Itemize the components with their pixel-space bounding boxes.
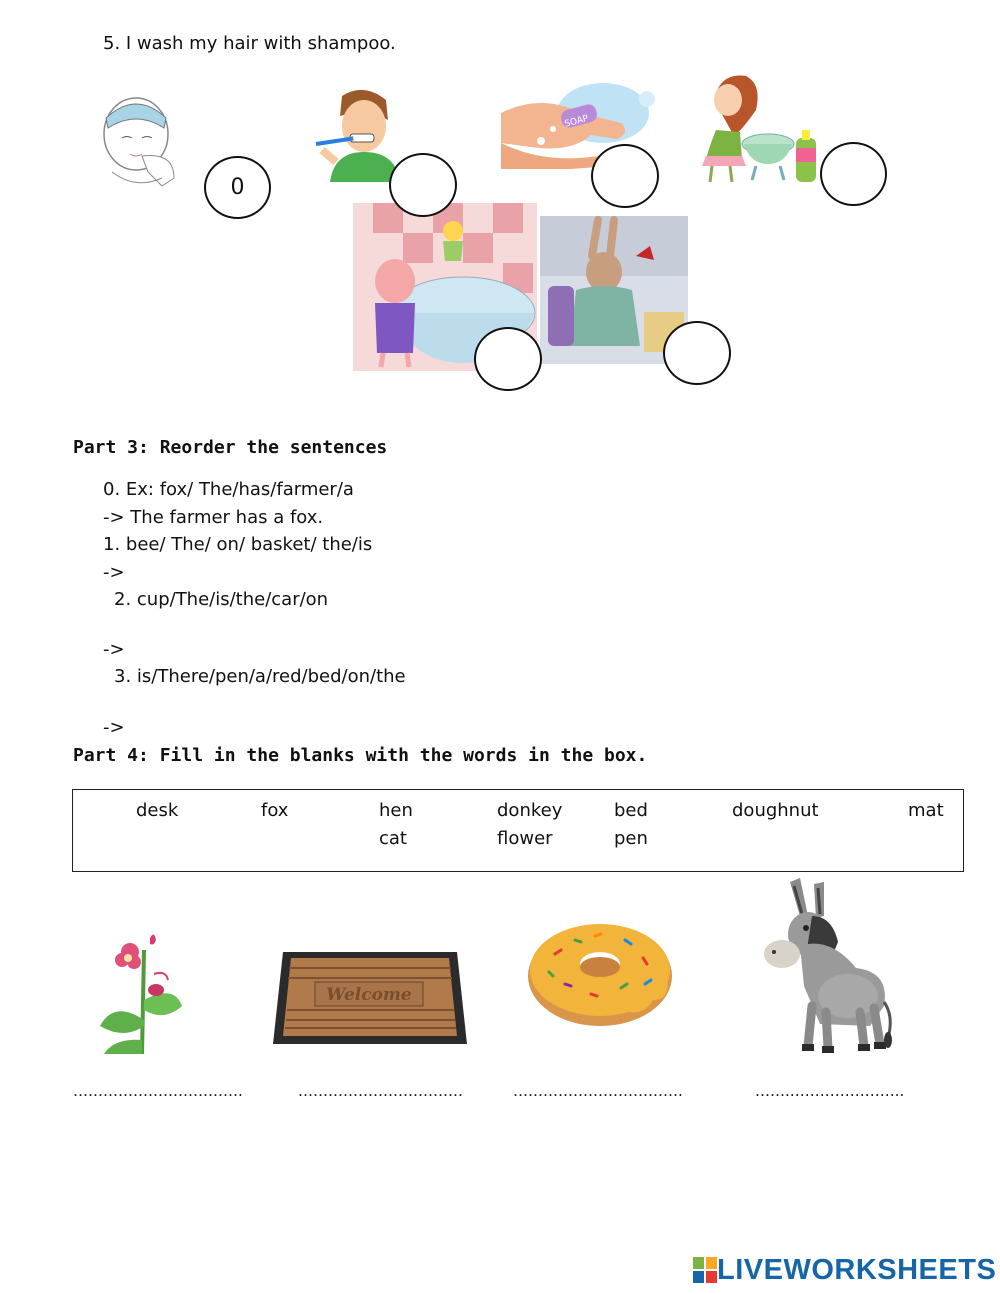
donkey-image xyxy=(760,876,896,1056)
part3-item-2-answer[interactable]: -> xyxy=(103,639,125,660)
washing-hair-image xyxy=(700,70,826,186)
liveworksheets-logo-text: LIVEWORKSHEETS xyxy=(717,1253,997,1286)
answer-circle-example: 0 xyxy=(204,156,271,219)
blank-2[interactable]: …………………………… xyxy=(298,1082,463,1100)
answer-circle-1[interactable] xyxy=(389,153,457,217)
part3-item-2-prompt: 2. cup/The/is/the/car/on xyxy=(114,589,329,610)
part3-example-answer: -> The farmer has a fox. xyxy=(103,507,324,528)
svg-text:SOAP: SOAP xyxy=(563,113,590,130)
brushing-teeth-image xyxy=(312,86,404,184)
word-fox: fox xyxy=(261,800,289,821)
blank-1[interactable]: ……………………………. xyxy=(73,1082,243,1100)
answer-circle-4[interactable] xyxy=(474,327,542,391)
part3-item-3-prompt: 3. is/There/pen/a/red/bed/on/the xyxy=(114,666,406,687)
word-flower: flower xyxy=(497,828,553,849)
word-hen: hen xyxy=(379,800,413,821)
word-bed: bed xyxy=(614,800,648,821)
part3-item-3-answer[interactable]: -> xyxy=(103,717,125,738)
blank-3[interactable]: ……………………………. xyxy=(513,1082,683,1100)
sentence-5: 5. I wash my hair with shampoo. xyxy=(103,33,396,54)
answer-circle-5[interactable] xyxy=(663,321,731,385)
welcome-mat-image xyxy=(273,952,467,1044)
liveworksheets-logo-icon xyxy=(693,1257,717,1283)
doughnut-image xyxy=(525,914,675,1028)
flower-image xyxy=(94,930,184,1054)
liveworksheets-logo xyxy=(693,1252,996,1288)
part3-example-prompt: 0. Ex: fox/ The/has/farmer/a xyxy=(103,479,354,500)
answer-circle-3[interactable] xyxy=(820,142,887,206)
word-doughnut: doughnut xyxy=(732,800,819,821)
part4-heading: Part 4: Fill in the blanks with the words in the box. xyxy=(73,745,648,766)
word-donkey: donkey xyxy=(497,800,563,821)
part3-heading: Part 3: Reorder the sentences xyxy=(73,437,388,458)
word-cat: cat xyxy=(379,828,407,849)
part3-item-1-prompt: 1. bee/ The/ on/ basket/ the/is xyxy=(103,534,373,555)
svg-text:Welcome: Welcome xyxy=(326,985,412,1005)
answer-circle-2[interactable] xyxy=(591,144,659,208)
word-desk: desk xyxy=(136,800,179,821)
word-mat: mat xyxy=(908,800,944,821)
part3-item-1-answer[interactable]: -> xyxy=(103,562,125,583)
blank-4[interactable]: …….………………….. xyxy=(755,1082,905,1100)
word-pen: pen xyxy=(614,828,648,849)
washing-face-image xyxy=(92,82,182,188)
